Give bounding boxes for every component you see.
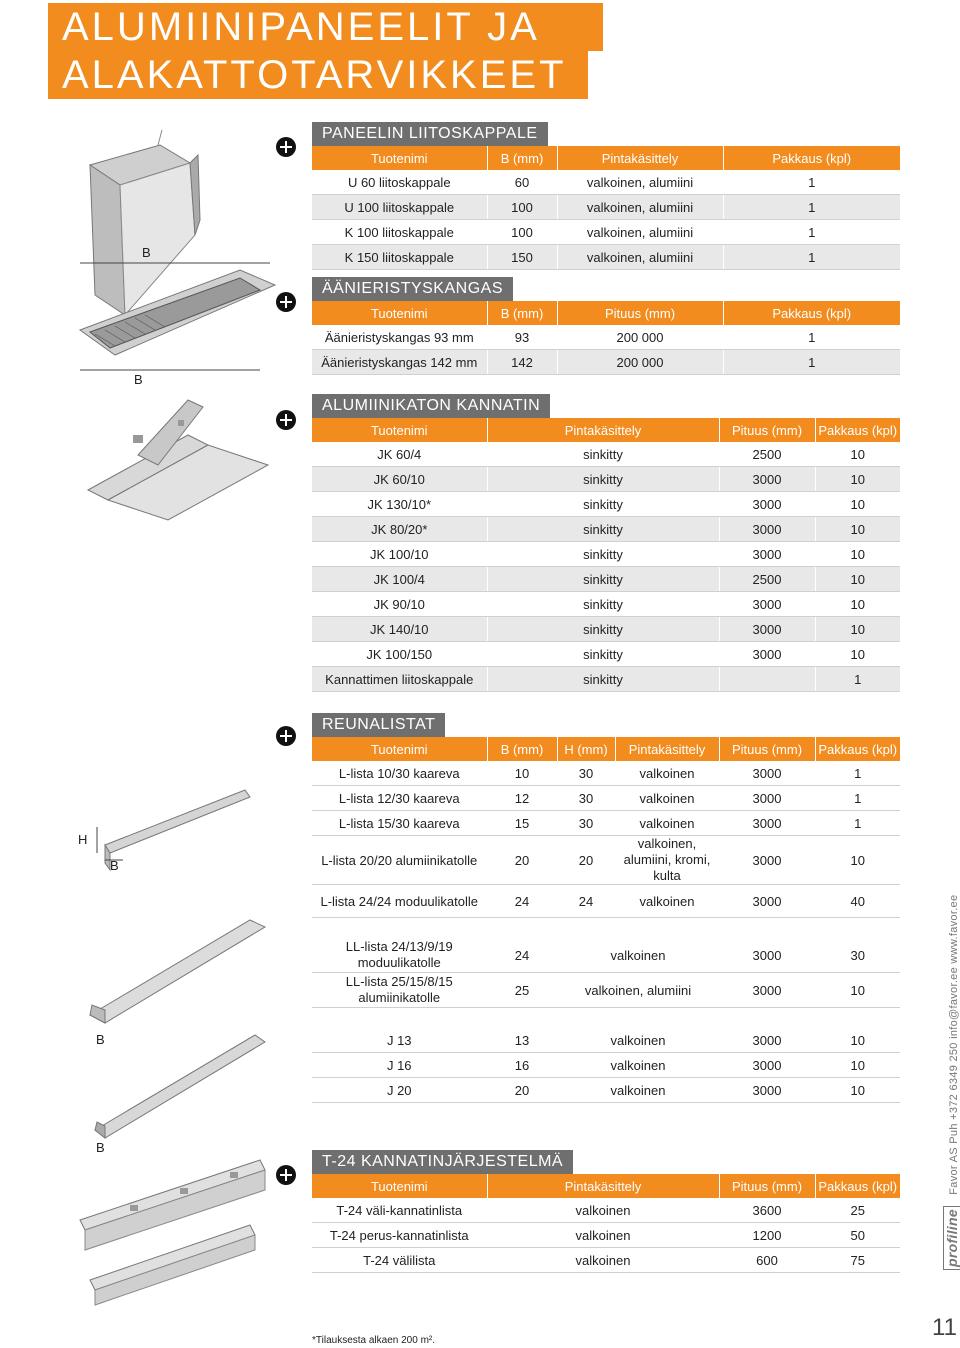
table-cell: 12	[487, 786, 557, 811]
table-cell: JK 80/20*	[312, 517, 487, 542]
table-cell: L-lista 10/30 kaareva	[312, 761, 487, 786]
table-j-lista	[312, 1028, 900, 1103]
table-cell: JK 130/10*	[312, 492, 487, 517]
column-header: Pakkaus (kpl)	[723, 146, 900, 170]
table-row	[312, 442, 900, 467]
column-header: Tuotenimi	[312, 146, 487, 170]
table-cell: T-24 välilista	[312, 1248, 487, 1273]
table-cell: sinkitty	[487, 642, 719, 667]
table-cell: valkoinen	[615, 761, 719, 786]
table-cell: 50	[815, 1223, 900, 1248]
table-cell: 3000	[719, 1078, 815, 1103]
table-cell: valkoinen, alumiini	[557, 195, 723, 220]
table-cell: 30	[557, 761, 615, 786]
table-cell: 93	[487, 325, 557, 350]
table-cell: 3000	[719, 492, 815, 517]
table-row	[312, 492, 900, 517]
column-header: Tuotenimi	[312, 1174, 487, 1198]
table-cell: JK 100/10	[312, 542, 487, 567]
table-cell: 10	[815, 517, 900, 542]
table-row	[312, 592, 900, 617]
table-header-row	[312, 146, 900, 170]
column-header: Pintakäsittely	[487, 418, 719, 442]
table-cell: 10	[815, 492, 900, 517]
table-cell: 10	[815, 592, 900, 617]
table-cell: sinkitty	[487, 567, 719, 592]
table-cell: 1	[723, 245, 900, 270]
table-cell: LL-lista 24/13/9/19 moduulikatolle	[312, 938, 487, 973]
table-cell: valkoinen	[487, 1223, 719, 1248]
table-cell: 10	[815, 642, 900, 667]
table-cell: valkoinen	[615, 885, 719, 918]
column-header: H (mm)	[557, 737, 615, 761]
table-cell: 200 000	[557, 325, 723, 350]
column-header: B (mm)	[487, 737, 557, 761]
page-number: 11	[932, 1314, 957, 1341]
j-profile-illustration	[80, 1030, 280, 1140]
table-cell: sinkitty	[487, 592, 719, 617]
table-cell: 10	[815, 1028, 900, 1053]
table-header-row	[312, 301, 900, 325]
table-cell: JK 100/150	[312, 642, 487, 667]
table-row	[312, 325, 900, 350]
column-header: Pakkaus (kpl)	[815, 737, 900, 761]
table-row	[312, 170, 900, 195]
table-row	[312, 350, 900, 375]
footnote: *Tilauksesta alkaen 200 m².	[312, 1335, 436, 1346]
table-row	[312, 1223, 900, 1248]
table-cell: L-lista 20/20 alumiinikatolle	[312, 836, 487, 885]
table-cell: Äänieristyskangas 142 mm	[312, 350, 487, 375]
expand-plus-icon[interactable]	[276, 137, 296, 157]
table-cell: valkoinen, alumiini	[557, 170, 723, 195]
table-cell: 1	[723, 195, 900, 220]
table-cell: 100	[487, 220, 557, 245]
column-header: Tuotenimi	[312, 301, 487, 325]
section-title-reuna: REUNALISTAT	[312, 713, 445, 737]
table-cell: 3000	[719, 811, 815, 836]
table-cell: 10	[815, 567, 900, 592]
table-cell: LL-lista 25/15/8/15 alumiinikatolle	[312, 973, 487, 1008]
table-cell: valkoinen	[557, 1028, 719, 1053]
table-cell: L-lista 12/30 kaareva	[312, 786, 487, 811]
table-cell: 10	[815, 836, 900, 885]
table-row	[312, 195, 900, 220]
table-cell: J 13	[312, 1028, 487, 1053]
table-cell: JK 60/10	[312, 467, 487, 492]
table-cell: valkoinen, alumiini, kromi, kulta	[615, 836, 719, 885]
table-cell: 25	[815, 1198, 900, 1223]
table-row	[312, 786, 900, 811]
table-ll-lista	[312, 938, 900, 1008]
table-cell: 142	[487, 350, 557, 375]
table-cell: K 150 liitoskappale	[312, 245, 487, 270]
expand-plus-icon[interactable]	[276, 292, 296, 312]
table-cell: 3000	[719, 836, 815, 885]
table-cell: 3000	[719, 973, 815, 1008]
table-cell: 1200	[719, 1223, 815, 1248]
table-cell: U 60 liitoskappale	[312, 170, 487, 195]
table-cell: 10	[815, 442, 900, 467]
table-cell: J 16	[312, 1053, 487, 1078]
table-row	[312, 667, 900, 692]
table-cell: 200 000	[557, 350, 723, 375]
table-header-row	[312, 418, 900, 442]
table-cell: 24	[487, 938, 557, 973]
table-cell: 3000	[719, 885, 815, 918]
column-header: Pakkaus (kpl)	[723, 301, 900, 325]
section-title-kannatin: ALUMIINIKATON KANNATIN	[312, 394, 550, 418]
table-row	[312, 1248, 900, 1273]
table-cell: 10	[815, 1078, 900, 1103]
table-cell: valkoinen	[487, 1248, 719, 1273]
table-cell: valkoinen	[487, 1198, 719, 1223]
column-header: Pintakäsittely	[487, 1174, 719, 1198]
table-t24	[312, 1174, 900, 1273]
table-cell: K 100 liitoskappale	[312, 220, 487, 245]
table-row	[312, 220, 900, 245]
table-cell: sinkitty	[487, 492, 719, 517]
table-cell: valkoinen	[557, 1078, 719, 1103]
column-header: Pintakäsittely	[615, 737, 719, 761]
dimension-b-label-5: B	[96, 1140, 105, 1155]
table-cell: 10	[815, 467, 900, 492]
table-row	[312, 642, 900, 667]
table-row	[312, 245, 900, 270]
column-header: B (mm)	[487, 146, 557, 170]
column-header: Pintakäsittely	[557, 146, 723, 170]
table-cell: 1	[815, 761, 900, 786]
table-row	[312, 1198, 900, 1223]
column-header: Pituus (mm)	[719, 737, 815, 761]
table-row	[312, 542, 900, 567]
table-row	[312, 617, 900, 642]
table-cell: valkoinen, alumiini	[557, 973, 719, 1008]
table-cell: sinkitty	[487, 617, 719, 642]
table-cell: 10	[815, 1053, 900, 1078]
table-cell: JK 100/4	[312, 567, 487, 592]
column-header: Pituus (mm)	[719, 418, 815, 442]
table-cell: 24	[557, 885, 615, 918]
contact-text: Favor AS Puh +372 6349 250 info@favor.ee www.favor.ee	[948, 894, 960, 1195]
table-cell: 20	[487, 1078, 557, 1103]
section-title-t24: T-24 KANNATINJÄRJESTELMÄ	[312, 1150, 573, 1174]
table-cell: 20	[557, 836, 615, 885]
table-cell: valkoinen	[615, 811, 719, 836]
table-cell: sinkitty	[487, 667, 719, 692]
table-cell: JK 60/4	[312, 442, 487, 467]
table-cell: 100	[487, 195, 557, 220]
table-cell: Kannattimen liitoskappale	[312, 667, 487, 692]
table-row	[312, 1053, 900, 1078]
table-cell: 40	[815, 885, 900, 918]
table-cell: T-24 perus-kannatinlista	[312, 1223, 487, 1248]
table-cell: 150	[487, 245, 557, 270]
expand-plus-icon[interactable]	[276, 410, 296, 430]
expand-plus-icon[interactable]	[276, 1165, 296, 1185]
column-header: Tuotenimi	[312, 418, 487, 442]
table-cell: 3600	[719, 1198, 815, 1223]
table-cell	[719, 667, 815, 692]
table-cell: L-lista 24/24 moduulikatolle	[312, 885, 487, 918]
table-cell: sinkitty	[487, 517, 719, 542]
ll-profile-illustration	[80, 915, 280, 1025]
table-cell: JK 140/10	[312, 617, 487, 642]
dimension-b-label-3: B	[110, 858, 119, 873]
table-row	[312, 836, 900, 885]
table-kannatin	[312, 418, 900, 692]
table-row	[312, 1028, 900, 1053]
table-row	[312, 761, 900, 786]
table-cell: 1	[723, 325, 900, 350]
table-row	[312, 938, 900, 973]
table-cell: 60	[487, 170, 557, 195]
table-cell: L-lista 15/30 kaareva	[312, 811, 487, 836]
table-cell: valkoinen, alumiini	[557, 245, 723, 270]
acoustic-fabric-illustration	[70, 260, 300, 390]
table-cell: sinkitty	[487, 467, 719, 492]
table-cell: 1	[815, 667, 900, 692]
table-cell: 30	[557, 786, 615, 811]
ceiling-carrier-illustration	[78, 395, 278, 525]
page-title-line-2: ALAKATTOTARVIKKEET	[48, 51, 588, 99]
table-cell: 2500	[719, 442, 815, 467]
table-cell: 3000	[719, 592, 815, 617]
table-row	[312, 467, 900, 492]
column-header: B (mm)	[487, 301, 557, 325]
expand-plus-icon[interactable]	[276, 726, 296, 746]
table-paneelin	[312, 146, 900, 270]
table-cell: T-24 väli-kannatinlista	[312, 1198, 487, 1223]
table-cell: 10	[815, 617, 900, 642]
table-header-row	[312, 737, 900, 761]
table-cell: 3000	[719, 467, 815, 492]
table-cell: 30	[557, 811, 615, 836]
section-title-aani: ÄÄNIERISTYSKANGAS	[312, 277, 513, 301]
dimension-h-label: H	[78, 832, 88, 847]
table-aani	[312, 301, 900, 375]
column-header: Pituus (mm)	[719, 1174, 815, 1198]
column-header: Pituus (mm)	[557, 301, 723, 325]
table-cell: 75	[815, 1248, 900, 1273]
table-cell: 16	[487, 1053, 557, 1078]
dimension-b-label-4: B	[96, 1032, 105, 1047]
table-cell: Äänieristyskangas 93 mm	[312, 325, 487, 350]
table-cell: sinkitty	[487, 442, 719, 467]
dimension-b-label-2: B	[134, 372, 143, 387]
page-title-line-1: ALUMIINIPANEELIT JA	[48, 3, 603, 51]
table-reuna	[312, 737, 900, 918]
table-cell: U 100 liitoskappale	[312, 195, 487, 220]
table-cell: 3000	[719, 938, 815, 973]
table-cell: 3000	[719, 1053, 815, 1078]
table-cell: 2500	[719, 567, 815, 592]
table-row	[312, 885, 900, 918]
table-cell: J 20	[312, 1078, 487, 1103]
table-cell: 3000	[719, 761, 815, 786]
l-profile-illustration	[75, 785, 265, 885]
column-header: Tuotenimi	[312, 737, 487, 761]
table-cell: 20	[487, 836, 557, 885]
table-cell: 3000	[719, 517, 815, 542]
table-row	[312, 567, 900, 592]
table-cell: 3000	[719, 1028, 815, 1053]
table-cell: 15	[487, 811, 557, 836]
table-cell: 25	[487, 973, 557, 1008]
table-cell: 1	[723, 170, 900, 195]
table-cell: 1	[723, 350, 900, 375]
table-cell: 10	[487, 761, 557, 786]
table-cell: JK 90/10	[312, 592, 487, 617]
side-contact	[944, 895, 960, 1270]
table-cell: 13	[487, 1028, 557, 1053]
table-cell: 10	[815, 542, 900, 567]
table-cell: valkoinen	[557, 1053, 719, 1078]
table-cell: sinkitty	[487, 542, 719, 567]
table-cell: 1	[723, 220, 900, 245]
table-cell: 1	[815, 811, 900, 836]
table-cell: 10	[815, 973, 900, 1008]
table-row	[312, 517, 900, 542]
table-cell: 3000	[719, 642, 815, 667]
table-cell: 1	[815, 786, 900, 811]
table-cell: 600	[719, 1248, 815, 1273]
table-cell: 3000	[719, 617, 815, 642]
profiline-logo: profiline	[943, 1206, 960, 1270]
table-cell: 3000	[719, 542, 815, 567]
table-cell: valkoinen, alumiini	[557, 220, 723, 245]
table-row	[312, 1078, 900, 1103]
column-header: Pakkaus (kpl)	[815, 1174, 900, 1198]
column-header: Pakkaus (kpl)	[815, 418, 900, 442]
table-header-row	[312, 1174, 900, 1198]
t24-carrier-illustration	[70, 1150, 270, 1310]
table-cell: 24	[487, 885, 557, 918]
section-title-paneelin: PANEELIN LIITOSKAPPALE	[312, 122, 548, 146]
table-row	[312, 973, 900, 1008]
dimension-b-label: B	[142, 245, 151, 260]
table-cell: 30	[815, 938, 900, 973]
table-row	[312, 811, 900, 836]
table-cell: valkoinen	[557, 938, 719, 973]
table-cell: valkoinen	[615, 786, 719, 811]
table-cell: 3000	[719, 786, 815, 811]
